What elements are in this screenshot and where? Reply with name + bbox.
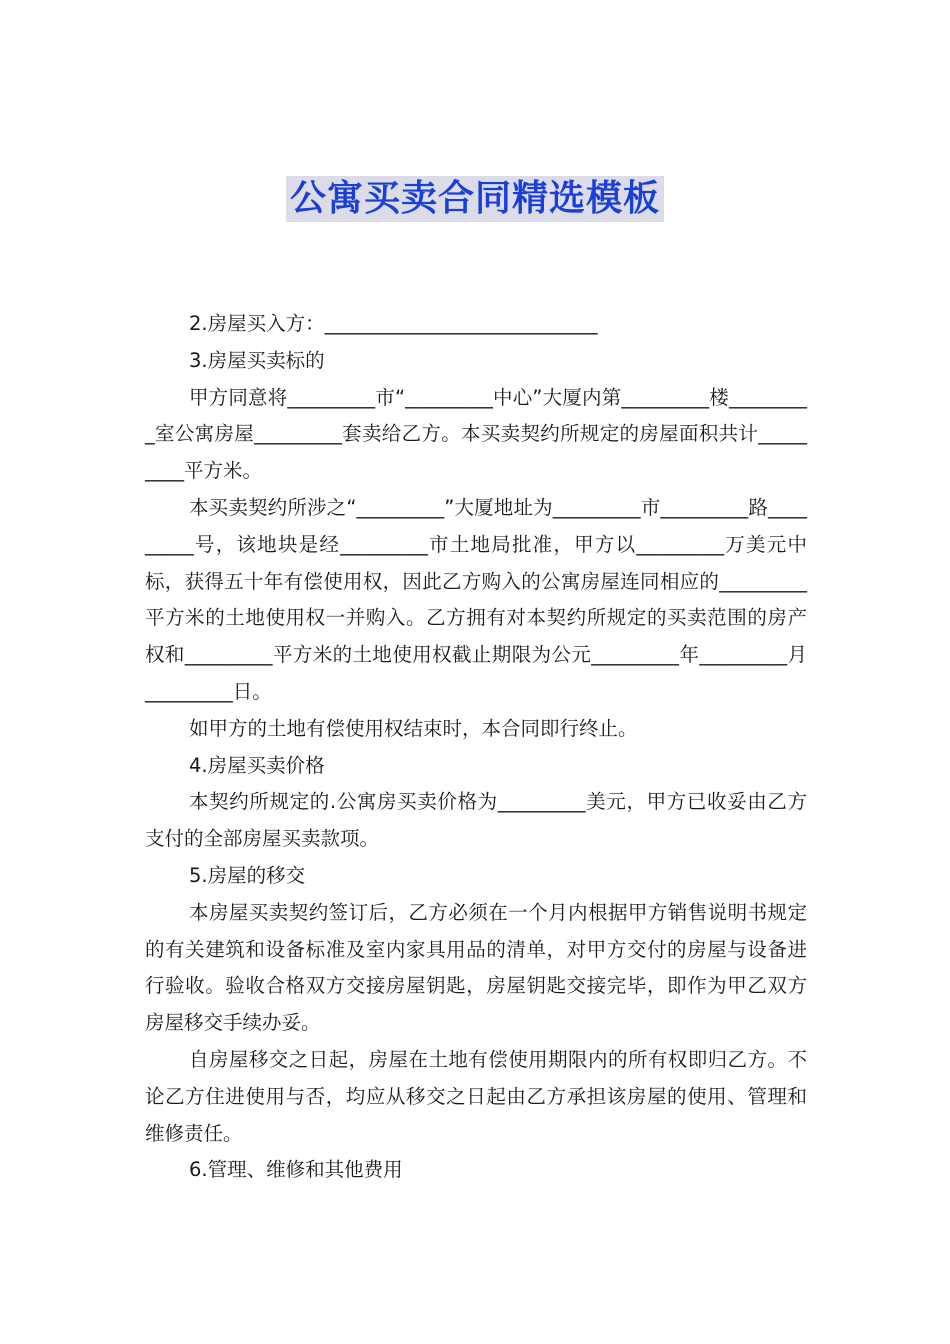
document-title: 公寓买卖合同精选模板	[286, 176, 664, 222]
heading-handover: 5.房屋的移交	[189, 863, 306, 887]
heading-price: 4.房屋买卖价格	[189, 753, 325, 777]
paragraph-price: 本契约所规定的.公寓房买卖价格为_________美元，甲方已收妥由乙方支付的全部房屋买卖款项。	[145, 790, 807, 851]
paragraph-ownership: 自房屋移交之日起，房屋在土地有偿使用期限内的所有权即归乙方。不论乙方住进使用与否，均应从移交之日起由乙方承担该房屋的使用、管理和维修责任。	[145, 1047, 807, 1145]
heading-subject: 3.房屋买卖标的	[189, 348, 325, 372]
paragraph-buyer: 2.房屋买入方：____________________________	[189, 312, 598, 335]
paragraph-termination: 如甲方的土地有偿使用权结束时，本合同即行终止。	[189, 716, 638, 740]
document-body	[145, 306, 807, 1189]
paragraph-subject: 甲方同意将_________市“_________中心”大厦内第_________楼_________室公寓房屋_________套卖给乙方。本买卖契约所规定的房屋面积共计_________平方米。	[145, 385, 807, 483]
heading-management: 6.管理、维修和其他费用	[189, 1158, 403, 1182]
title-container	[0, 176, 950, 222]
paragraph-land: 本买卖契约所涉之“_________”大厦地址为_________市_________路_________号，该地块是经_________市土地局批准，甲方以_________万美元中标，获得五十年有偿使用权，因此乙方购入的公寓房屋连同相应的_________平方米的土地使用权一并购入。乙方拥有对本契约所规定的买卖范围的房产权和_________平方米的土地使用权截止期限为公元_________年_________月_________日。	[145, 495, 807, 703]
paragraph-handover: 本房屋买卖契约签订后，乙方必须在一个月内根据甲方销售说明书规定的有关建筑和设备标准及室内家具用品的清单，对甲方交付的房屋与设备进行验收。验收合格双方交接房屋钥匙，房屋钥匙交接完毕，即作为甲乙双方房屋移交手续办妥。	[145, 900, 807, 1035]
